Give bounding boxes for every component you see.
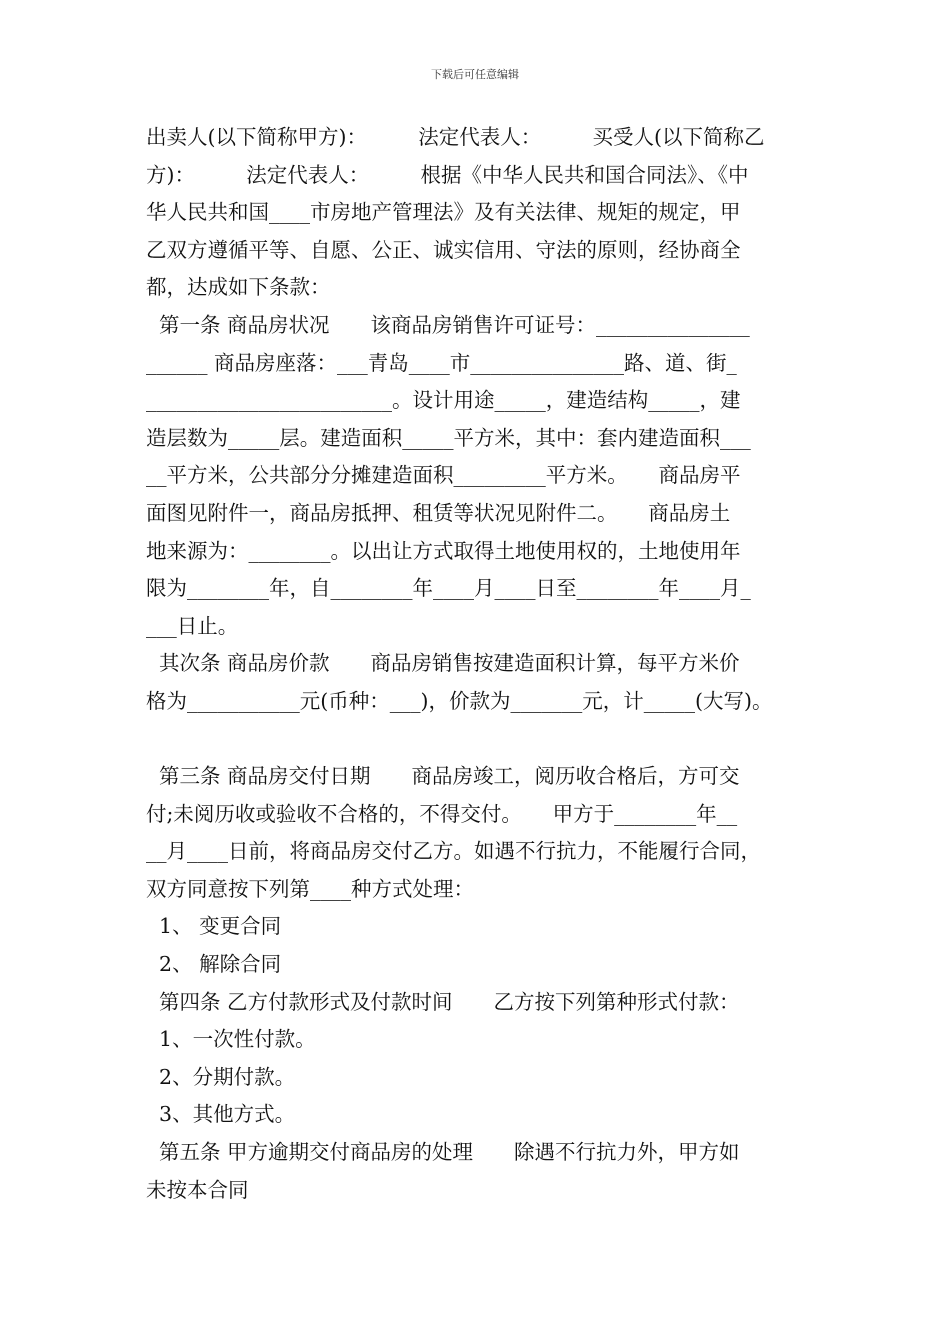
text-line: 造层数为_____层。建造面积_____平方米，其中：套内建造面积___ xyxy=(146,425,751,450)
text-line: 未按本合同 xyxy=(146,1177,249,1202)
blank-line xyxy=(146,721,806,759)
article-1-heading: 第一条 商品房状况 该商品房销售许可证号：_______________ xyxy=(146,312,750,337)
text-line: ________________________。设计用途_____，建造结构_____，建 xyxy=(146,388,741,413)
text-line: 地来源为：________。以出让方式取得土地使用权的，土地使用年 xyxy=(146,538,741,563)
article-2-heading: 其次条 商品房价款 商品房销售按建造面积计算，每平方米价 xyxy=(146,651,740,676)
article-4-heading: 第四条 乙方付款形式及付款时间 乙方按下列第种形式付款： xyxy=(146,989,740,1014)
text-line: ______ 商品房座落：___青岛____市_______________路、道、街_ xyxy=(146,350,737,375)
text-line: 面图见附件一，商品房抵押、租赁等状况见附件二。 商品房土 xyxy=(146,500,731,525)
contract-body xyxy=(146,119,806,1209)
list-item: 2、 解除合同 xyxy=(146,952,282,977)
article-3-heading: 第三条 商品房交付日期 商品房竣工，阅历收合格后，方可交 xyxy=(146,764,740,789)
page-header: 下载后可任意编辑 xyxy=(431,68,519,81)
text-line: 双方同意按下列第____种方式处理： xyxy=(146,876,474,901)
text-line: 都，达成如下条款： xyxy=(146,275,331,300)
text-line: __月____日前，将商品房交付乙方。如遇不行抗力，不能履行合同， xyxy=(146,839,761,864)
text-line: 乙双方遵循平等、自愿、公正、诚实信用、守法的原则，经协商全 xyxy=(146,237,741,262)
text-line: 出卖人(以下简称甲方)： 法定代表人： 买受人(以下简称乙 xyxy=(146,125,765,149)
text-line: 华人民共和国____市房地产管理法》及有关法律、规矩的规定，甲 xyxy=(146,200,741,225)
article-5-heading: 第五条 甲方逾期交付商品房的处理 除遇不行抗力外，甲方如 xyxy=(146,1140,740,1165)
text-line: ___日止。 xyxy=(146,613,239,638)
list-item: 3、其他方式。 xyxy=(146,1102,296,1127)
list-item: 1、一次性付款。 xyxy=(146,1027,316,1052)
text-line: 方)： 法定代表人： 根据《中华人民共和国合同法》、《中 xyxy=(146,162,749,187)
text-line: 付;未阅历收或验收不合格的，不得交付。 甲方于________年__ xyxy=(146,801,738,826)
text-line: __平方米，公共部分分摊建造面积_________平方米。 商品房平 xyxy=(146,463,741,488)
text-line: 格为___________元(币种：___)，价款为_______元，计_____(大写)。 xyxy=(146,688,773,713)
list-item: 1、 变更合同 xyxy=(146,914,282,939)
text-line: 限为________年，自________年____月____日至________年____月_ xyxy=(146,576,751,601)
list-item: 2、分期付款。 xyxy=(146,1064,296,1089)
